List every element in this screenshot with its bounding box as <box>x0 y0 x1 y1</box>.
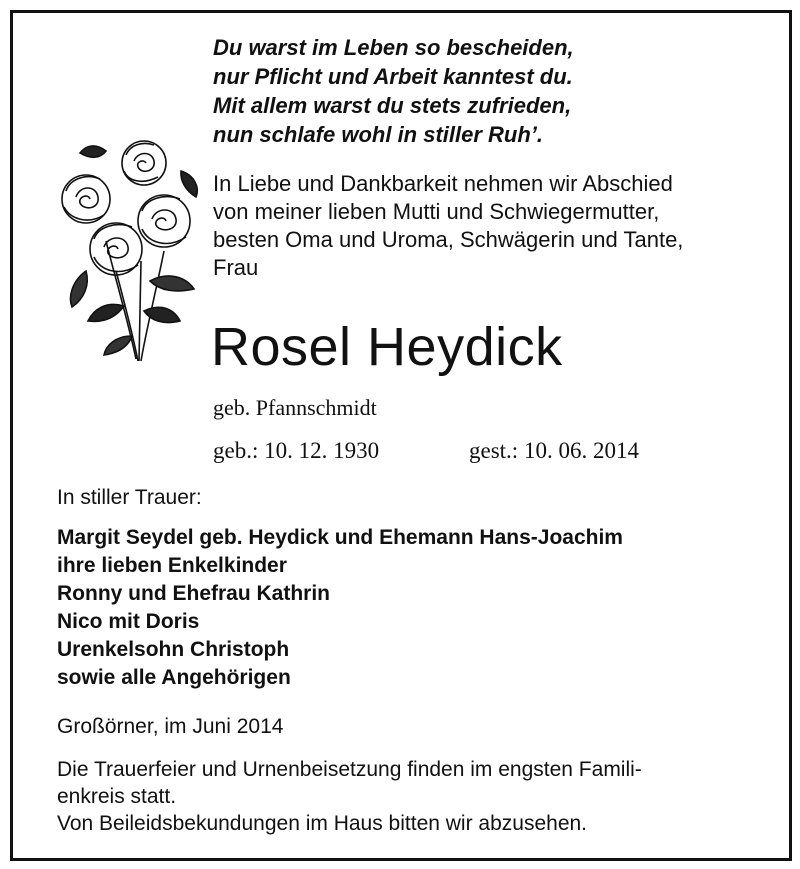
mourner-line: ihre lieben Enkelkinder <box>57 554 287 577</box>
poem-line: nun schlafe wohl in stiller Ruh’. <box>213 122 544 147</box>
mourners-label: In stiller Trauer: <box>57 486 202 509</box>
poem-line: Du warst im Leben so bescheiden, <box>213 35 574 60</box>
mourner-line: sowie alle Angehörigen <box>57 666 291 689</box>
roses-illustration-icon <box>46 131 206 363</box>
note-line: Von Beileidsbekundungen im Haus bitten wir abzusehen. <box>57 812 588 835</box>
mourner-line: Margit Seydel geb. Heydick und Ehemann Hans-Joachim <box>57 526 623 549</box>
deceased-name: Rosel Heydick <box>211 317 563 377</box>
birth-date: geb.: 10. 12. 1930 <box>213 438 380 463</box>
intro-line: besten Oma und Uroma, Schwägerin und Tante, <box>213 227 684 252</box>
birth-name: geb. Pfannschmidt <box>213 395 377 420</box>
note-line: Die Trauerfeier und Urnenbeisetzung finden im engsten Famili- <box>57 758 642 781</box>
mourners-list <box>57 524 623 692</box>
mourner-line: Ronny und Ehefrau Kathrin <box>57 582 330 605</box>
intro-line: von meiner lieben Mutti und Schwiegermutter, <box>213 199 660 224</box>
obituary-frame <box>10 10 792 861</box>
poem-line: Mit allem warst du stets zufrieden, <box>213 93 572 118</box>
intro-line: Frau <box>213 255 259 280</box>
life-dates <box>213 438 639 464</box>
place-date: Großörner, im Juni 2014 <box>57 715 284 738</box>
intro-line: In Liebe und Dankbarkeit nehmen wir Abschied <box>213 171 673 196</box>
poem <box>213 33 574 149</box>
death-date: gest.: 10. 06. 2014 <box>469 438 639 463</box>
intro-text <box>213 170 683 282</box>
notes <box>57 756 642 837</box>
note-line: enkreis statt. <box>57 785 177 808</box>
mourner-line: Nico mit Doris <box>57 610 200 633</box>
poem-line: nur Pflicht und Arbeit kanntest du. <box>213 64 573 89</box>
mourner-line: Urenkelsohn Christoph <box>57 638 290 661</box>
